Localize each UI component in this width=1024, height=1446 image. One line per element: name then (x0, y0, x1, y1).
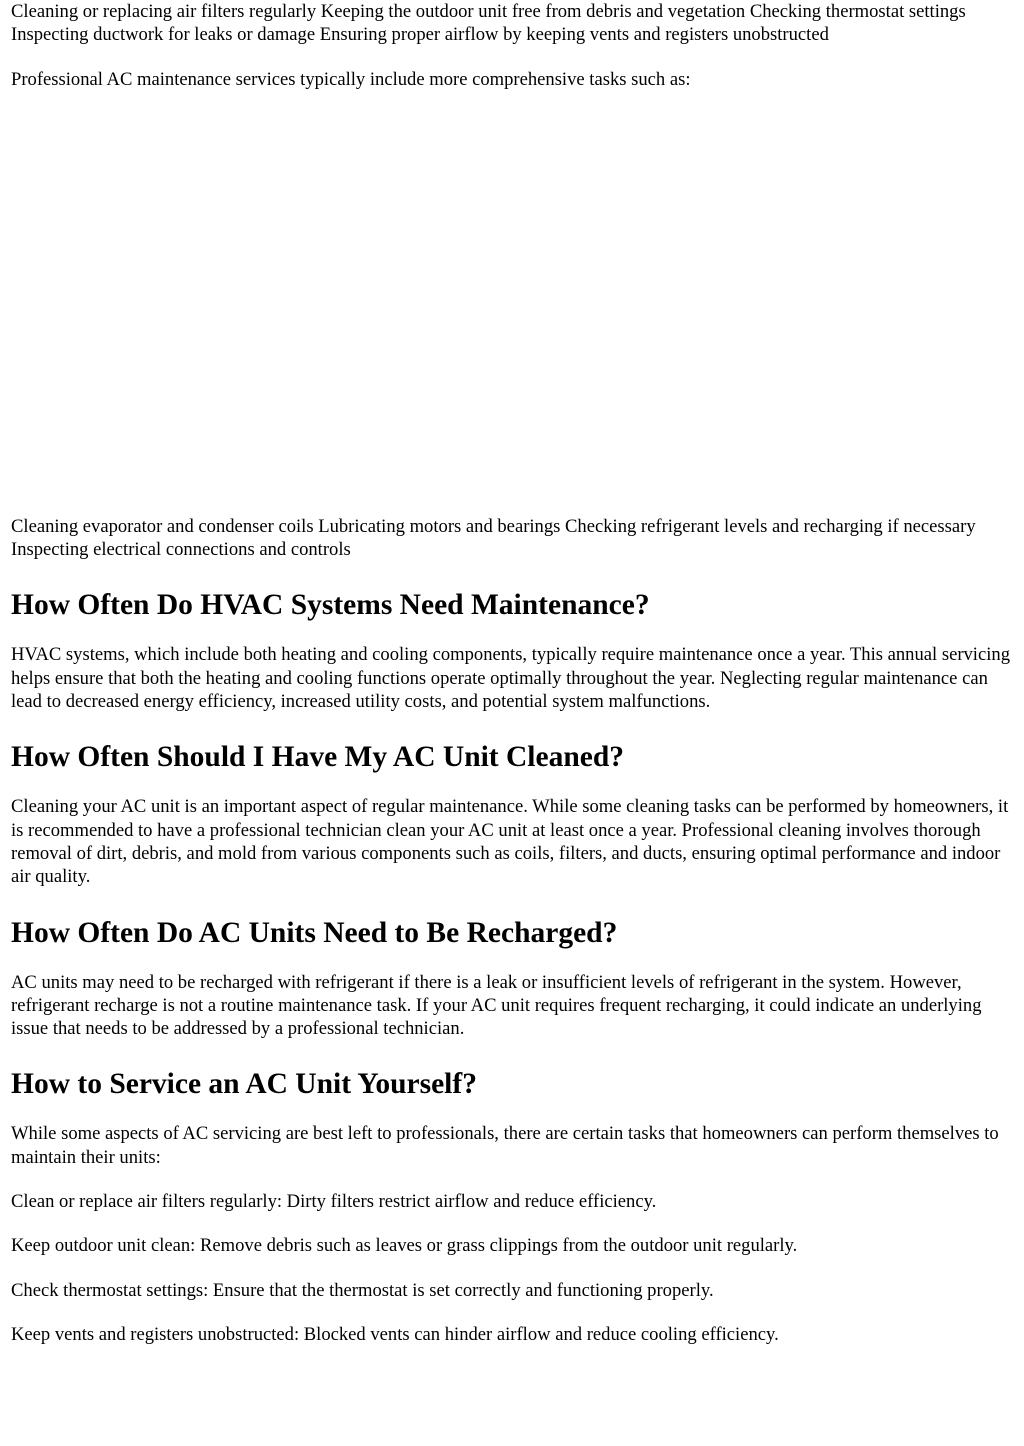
section-heading-ac-recharge: How Often Do AC Units Need to Be Recharged? (11, 916, 618, 949)
professional-lead-paragraph: Professional AC maintenance services typically include more comprehensive tasks such as: (11, 68, 691, 90)
section-heading-ac-cleaning: How Often Should I Have My AC Unit Cleaned? (11, 741, 624, 774)
section-heading-hvac-maintenance: How Often Do HVAC Systems Need Maintenance? (11, 589, 650, 622)
diy-tip-air-filters: Clean or replace air filters regularly: Dirty filters restrict airflow and reduce efficiency. (11, 1191, 657, 1213)
diy-tip-outdoor-unit: Keep outdoor unit clean: Remove debris such as leaves or grass clippings from the outdoor unit regularly. (11, 1235, 798, 1257)
diy-tip-vents: Keep vents and registers unobstructed: Blocked vents can hinder airflow and reduce cooling efficiency. (11, 1323, 779, 1345)
professional-tasks-paragraph: Cleaning evaporator and condenser coils Lubricating motors and bearings Checking refrigerant levels and recharging if necessary Inspecting electrical connections and controls (11, 515, 976, 561)
section-heading-diy-service: How to Service an AC Unit Yourself? (11, 1068, 477, 1101)
section-body-ac-recharge: AC units may need to be recharged with refrigerant if there is a leak or insufficient levels of refrigerant in the system. However, refrigerant recharge is not a routine maintenance task. If your AC unit requires frequent recharging, it could indicate an underlying issue that needs to be addressed by a professional technician. (11, 971, 982, 1040)
section-body-hvac-maintenance: HVAC systems, which include both heating and cooling components, typically require maintenance once a year. This annual servicing helps ensure that both the heating and cooling functions operate optimally throughout the year. Neglecting regular maintenance can lead to decreased energy efficiency, increased utility costs, and potential system malfunctions. (11, 644, 1010, 713)
section-body-ac-cleaning: Cleaning your AC unit is an important aspect of regular maintenance. While some cleaning tasks can be performed by homeowners, it is recommended to have a professional technician clean your AC unit at least once a year. Professional cleaning involves thorough removal of dirt, debris, and mold from various components such as coils, filters, and ducts, ensuring optimal performance and indoor air quality. (11, 796, 1009, 888)
homeowner-tasks-paragraph: Cleaning or replacing air filters regularly Keeping the outdoor unit free from debris and vegetation Checking thermostat settings Inspecting ductwork for leaks or damage Ensuring proper airflow by keeping vents and registers unobstructed (11, 1, 966, 46)
section-body-diy-service: While some aspects of AC servicing are best left to professionals, there are certain tasks that homeowners can perform themselves to maintain their units: (11, 1123, 999, 1168)
diy-tip-thermostat: Check thermostat settings: Ensure that the thermostat is set correctly and functioning properly. (11, 1279, 714, 1301)
blank-image-area (11, 91, 1012, 515)
